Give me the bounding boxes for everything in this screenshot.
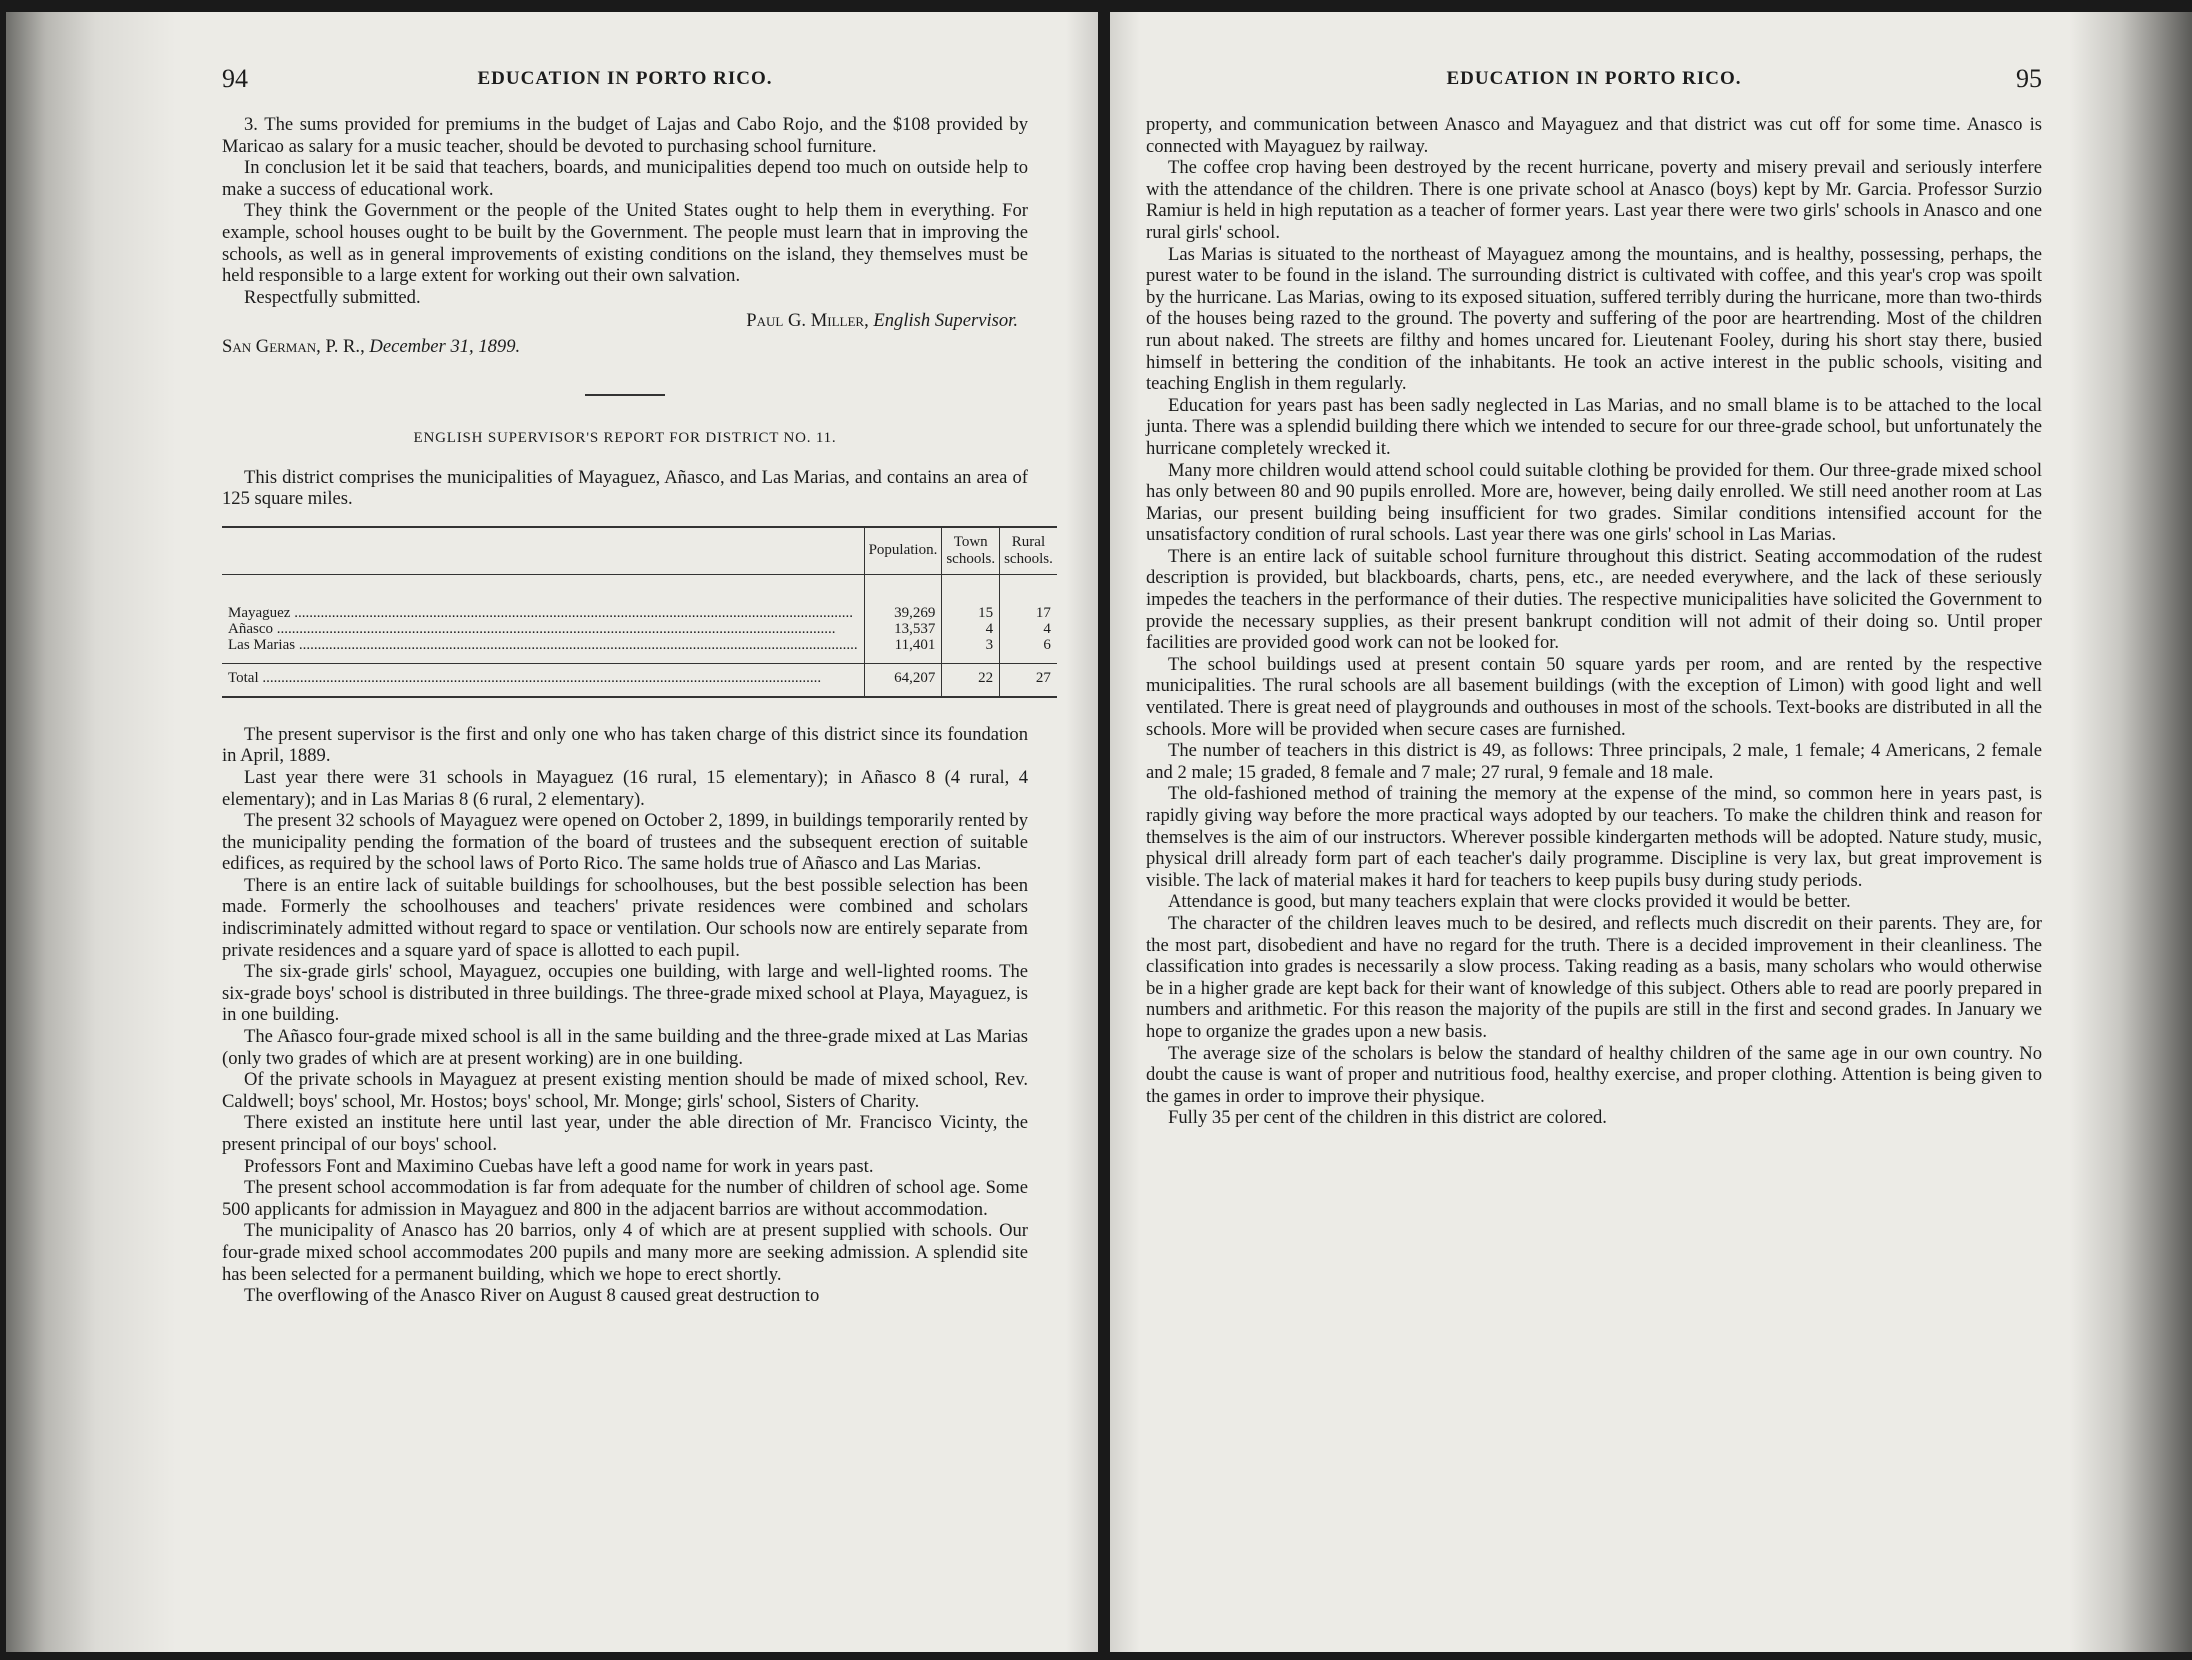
page-number-right: 95 (2016, 64, 2042, 93)
paragraph: 3. The sums provided for premiums in the budget of Lajas and Cabo Rojo, and the $108 provided by Maricao as salary for a music teacher, should be devoted to purchasing school furniture. (222, 114, 1028, 157)
paragraph: Las Marias is situated to the northeast of Mayaguez among the mountains, and is healthy, possessing, perhaps, the purest water to be found in the island. The surrounding district is cultivated with coffee, and this year's crop was spoilt by the hurricane. Las Marias, owing to its exposed situation, suffered terribly during the hurricane, more than two-thirds of the houses being razed to the ground. The poverty and suffering of the poor are heartrending. Most of the children run about naked. The streets are filthy and homes uncared for. Lieutenant Fooley, during his short stay there, busied himself in bettering the condition of the inhabitants. He took an active interest in the public schools, visiting and teaching English in them regularly. (1146, 243, 2042, 395)
table-header-rural: Rural schools. (1000, 527, 1057, 575)
total-label: Total (228, 669, 259, 686)
right-page (1110, 12, 2192, 1652)
place-name: San German, (222, 335, 321, 357)
table-row (222, 605, 1057, 621)
running-head-right (1146, 64, 2042, 104)
signature-name: Paul G. Miller, (746, 310, 869, 332)
district-table (222, 526, 1057, 698)
table-header-row (222, 527, 1057, 575)
total-town: 22 (942, 663, 1000, 697)
running-head-title-right: EDUCATION IN PORTO RICO. (1446, 68, 1742, 89)
table-header-town: Town schools. (942, 527, 1000, 575)
row-town: 15 (942, 605, 1000, 621)
row-name: Añasco (228, 620, 273, 637)
paragraph: This district comprises the municipalities of Mayaguez, Añasco, and Las Marias, and contains an area of 125 square miles. (222, 466, 1028, 510)
paragraph: The character of the children leaves much to be desired, and reflects much discredit on their parents. They are, for the most part, disobedient and have no regard for the truth. There is a decided improvement in their cleanliness. The classification into grades is necessarily a slow process. Taking reading as a basis, many scholars who would otherwise be in a higher grade are kept back for their want of knowledge of this subject. Others able to read are poorly prepared in numbers and arithmetic. For this reason the majority of the pupils are still in the first and second grades. In January we hope to organize the grades upon a new basis. (1146, 912, 2042, 1042)
paragraph: The coffee crop having been destroyed by the recent hurricane, poverty and misery prevail and seriously interfere with the attendance of the children. There is one private school at Anasco (boys) kept by Mr. Garcia. Professor Surzio Ramiur is held in high reputation as a teacher of former years. Last year there were two girls' schools in Anasco and one rural girls' school. (1146, 157, 2042, 243)
table-spacer (222, 574, 1057, 605)
right-body (1146, 114, 2042, 1129)
paragraph: Fully 35 per cent of the children in this district are colored. (1168, 1107, 1607, 1129)
paragraph: The old-fashioned method of training the memory at the expense of the mind, so common here in years past, is rapidly giving way before the more practical ways adopted by our teachers. To make the children think and reason for themselves is the aim of our instructors. Wherever possible kindergarten methods will be adopted. Nature study, music, physical drill already form part of each teacher's daily programme. Discipline is very lax, but great improvement is visible. The lack of material makes it hard for teachers to keep pupils busy during study periods. (1146, 783, 2042, 891)
left-body-top (222, 114, 1028, 308)
paragraph: There is an entire lack of suitable buildings for schoolhouses, but the best possible selection has been made. Formerly the schoolhouses and teachers' private residences were combined and scholars indiscriminately admitted without regard to space or ventilation. Our schools now are entirely separate from private residences and a square yard of space is allotted to each pupil. (222, 874, 1028, 961)
row-rural: 17 (1000, 605, 1057, 621)
row-name: Mayaguez (228, 604, 291, 621)
paragraph: The present 32 schools of Mayaguez were opened on October 2, 1899, in buildings temporarily rented by the municipality pending the formation of the board of trustees and the subsequent erection of suitable edifices, as required by the school laws of Porto Rico. The same holds true of Añasco and Las Marias. (222, 810, 1028, 875)
left-intro (222, 467, 1028, 510)
table-header-blank (222, 527, 864, 575)
paragraph: The Añasco four-grade mixed school is all in the same building and the three-grade mixed at Las Marias (only two grades of which are at present working) are in one building. (222, 1026, 1028, 1069)
paragraph: Professors Font and Maximino Cuebas have left a good name for work in years past. (244, 1155, 874, 1177)
paragraph: Respectfully submitted. (244, 286, 421, 308)
paragraph: In conclusion let it be said that teachers, boards, and municipalities depend too much on outside help to make a success of educational work. (222, 157, 1028, 200)
row-population: 11,401 (864, 637, 942, 664)
paragraph: Of the private schools in Mayaguez at present existing mention should be made of mixed school, Rev. Caldwell; boys' school, Mr. Hostos; boys' school, Mr. Monge; girls' school, Sisters of Charity. (222, 1069, 1028, 1112)
row-name: Las Marias (228, 636, 296, 653)
row-rural: 4 (1000, 621, 1057, 637)
section-divider (585, 394, 665, 396)
row-town: 4 (942, 621, 1000, 637)
row-population: 13,537 (864, 621, 942, 637)
total-population: 64,207 (864, 663, 942, 697)
paragraph: The overflowing of the Anasco River on August 8 caused great destruction to (244, 1285, 820, 1307)
total-rural: 27 (1000, 663, 1057, 697)
paragraph: The school buildings used at present contain 50 square yards per room, and are rented by the respective municipalities. The rural schools are all basement buildings (with the exception of Limon) with good light and well ventilated. There is great need of playgrounds and outhouses in most of the schools. Text-books are distributed in all the schools. More will be provided when secure cases are furnished. (1146, 653, 2042, 740)
paragraph: The average size of the scholars is below the standard of healthy children of the same age in our own country. No doubt the cause is want of proper and nutritious food, healthy exercise, and proper clothing. Attention is being given to the games in order to improve their physique. (1146, 1042, 2042, 1107)
table-header-population: Population. (864, 527, 942, 575)
table-row (222, 637, 1057, 664)
running-head-title-left: EDUCATION IN PORTO RICO. (477, 68, 773, 89)
paragraph: Many more children would attend school could suitable clothing be provided for them. Our three-grade mixed school has only between 80 and 90 pupils enrolled. More are, however, being daily enrolled. We still need another room at Las Marias, our present building being insufficient for two grades. Similar conditions intensified account for the unsatisfactory condition of rural schools. Last year there was one girls' school in Las Marias. (1146, 459, 2042, 546)
paragraph: They think the Government or the people of the United States ought to help them in everything. For example, school houses ought to be built by the Government. The people must learn that in improving the schools, as well as in general improvements of existing conditions on the island, they themselves must be held responsible to a large extent for working out their own salvation. (222, 200, 1028, 287)
row-town: 3 (942, 637, 1000, 664)
paragraph: Last year there were 31 schools in Mayaguez (16 rural, 15 elementary); in Añasco 8 (4 rural, 4 elementary); and in Las Marias 8 (6 rural, 2 elementary). (222, 766, 1028, 810)
paragraph: The six-grade girls' school, Mayaguez, occupies one building, with large and well-lighted rooms. The six-grade boys' school is distributed in three buildings. The three-grade mixed school at Playa, Mayaguez, is in one building. (222, 961, 1028, 1026)
signature-title: English Supervisor. (873, 310, 1018, 332)
signature (222, 310, 1028, 332)
row-rural: 6 (1000, 637, 1057, 664)
report-date: December 31, 1899. (369, 335, 521, 357)
continuation-paragraph: property, and communication between Anasco and Mayaguez and that district was cut off for some time. Anasco is connected with Mayaguez by railway. (1146, 114, 2042, 157)
left-page (6, 12, 1098, 1652)
left-body-bottom (222, 724, 1028, 1307)
paragraph: Education for years past has been sadly neglected in Las Marias, and no small blame is to be attached to the local junta. There was a splendid building there which we intended to secure for our three-grade school, but unfortunately the hurricane completely wrecked it. (1146, 394, 2042, 459)
paragraph: There is an entire lack of suitable school furniture throughout this district. Seating accommodation of the rudest description is provided, but blackboards, charts, pens, etc., are needed everywhere, and the lack of these seriously impedes the teachers in the performance of their duties. The respective municipalities have solicited the Government to provide the necessary supplies, as their present bankrupt condition will not admit of their doing so. Until proper facilities are provided good work can not be looked for. (1146, 545, 2042, 654)
table-row (222, 621, 1057, 637)
paragraph: Attendance is good, but many teachers explain that were clocks provided it would be better. (1168, 891, 1851, 913)
section-title: ENGLISH SUPERVISOR'S REPORT FOR DISTRICT NO. 11. (413, 429, 837, 446)
paragraph: The municipality of Anasco has 20 barrios, only 4 of which are at present supplied with schools. Our four-grade mixed school accommodates 200 pupils and many more are seeking admission. A splendid site has been selected for a permanent building, which we hope to erect shortly. (222, 1220, 1028, 1285)
place-rest: P. R., (325, 335, 365, 357)
running-head-left (222, 64, 1028, 104)
paragraph: The number of teachers in this district is 49, as follows: Three principals, 2 male, 1 female; 4 Americans, 2 female and 2 male; 15 graded, 8 female and 7 male; 27 rural, 9 female and 18 male. (1146, 740, 2042, 783)
place-date (222, 336, 1028, 358)
signature-block (222, 310, 1028, 357)
row-population: 39,269 (864, 605, 942, 621)
table-total-row (222, 663, 1057, 697)
paragraph: There existed an institute here until last year, under the able direction of Mr. Francisco Vicinty, the present principal of our boys' school. (222, 1112, 1028, 1155)
paragraph: The present school accommodation is far from adequate for the number of children of school age. Some 500 applicants for admission in Mayaguez and 800 in the adjacent barrios are without accommodation. (222, 1177, 1028, 1220)
page-number-left: 94 (222, 64, 248, 93)
paragraph: The present supervisor is the first and only one who has taken charge of this district since its foundation in April, 1889. (222, 723, 1028, 767)
